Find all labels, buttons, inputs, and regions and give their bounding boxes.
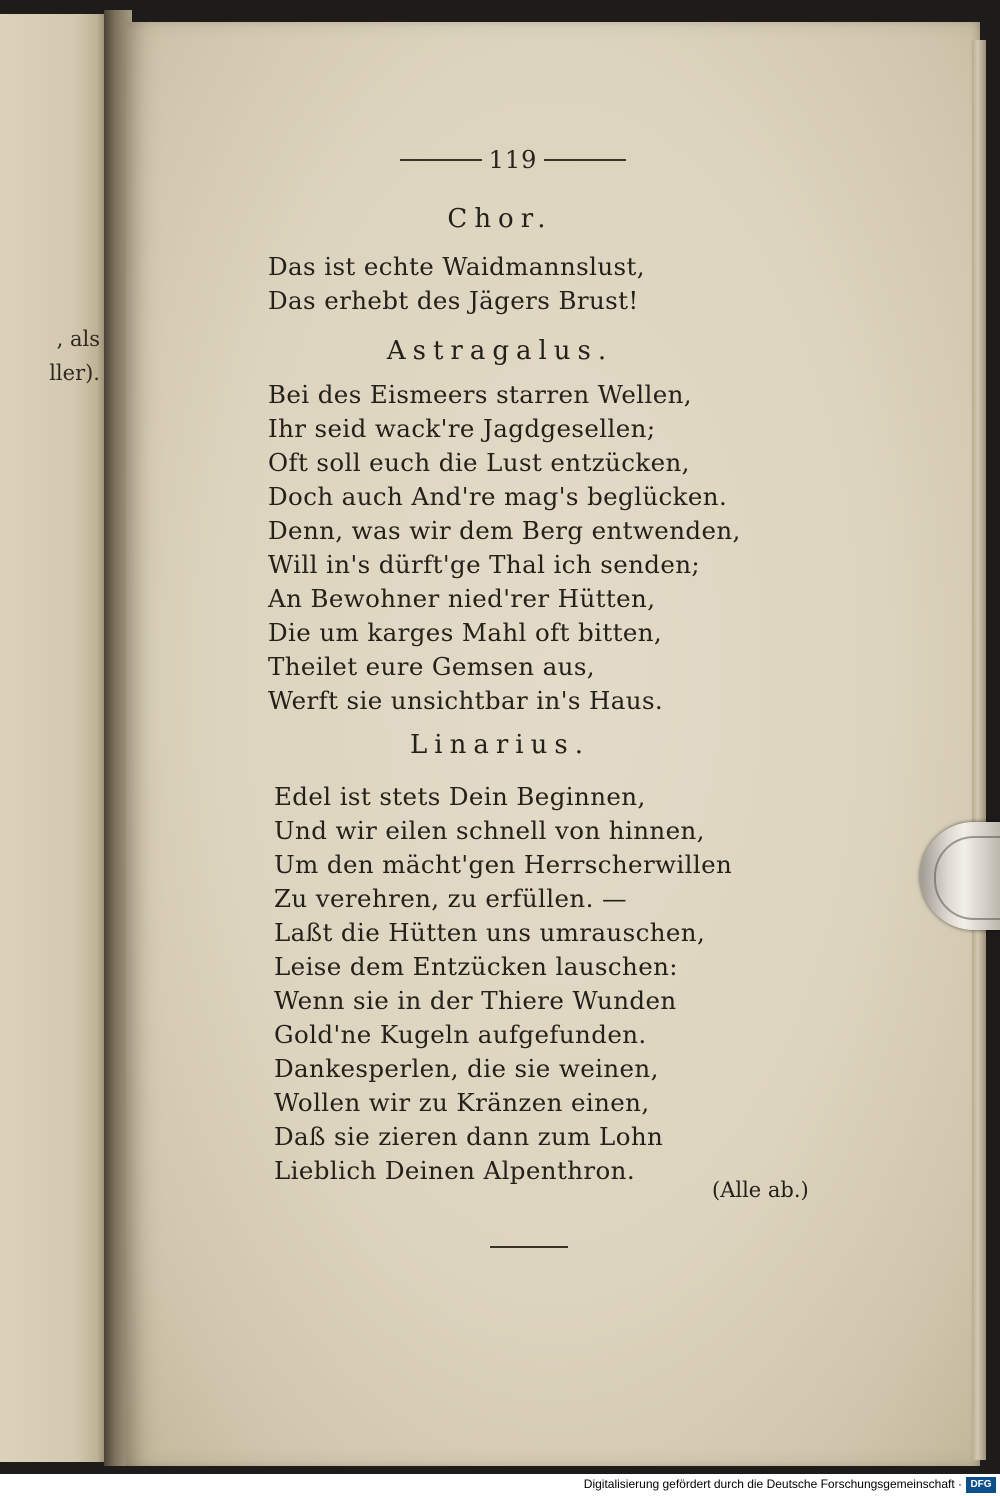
page-header bbox=[400, 140, 626, 180]
verse-line: Wollen wir zu Kränzen einen, bbox=[274, 1088, 650, 1117]
verse-block-linarius bbox=[274, 780, 732, 1188]
verse-line: Werft sie unsichtbar in's Haus. bbox=[268, 686, 664, 715]
header-rule-left bbox=[400, 159, 482, 161]
page-number: 119 bbox=[488, 146, 538, 174]
verse-line: Will in's dürft'ge Thal ich senden; bbox=[268, 550, 701, 579]
footer-bar bbox=[0, 1474, 1000, 1496]
verse-line: Daß sie zieren dann zum Lohn bbox=[274, 1122, 664, 1151]
speaker-heading: Linarius. bbox=[410, 730, 590, 760]
speaker-heading: Astragalus. bbox=[386, 336, 614, 366]
verse-block-chor bbox=[268, 250, 645, 318]
verse-line: Denn, was wir dem Berg entwenden, bbox=[268, 516, 741, 545]
verse-line: Das erhebt des Jägers Brust! bbox=[268, 286, 639, 315]
verse-line: Die um karges Mahl oft bitten, bbox=[268, 618, 663, 647]
verse-line: Laßt die Hütten uns umrauschen, bbox=[274, 918, 706, 947]
verse-line: Oft soll euch die Lust entzücken, bbox=[268, 448, 690, 477]
left-page bbox=[0, 14, 108, 1462]
stage-direction: (Alle ab.) bbox=[712, 1178, 809, 1202]
verse-line: Zu verehren, zu erfüllen. — bbox=[274, 884, 627, 913]
speaker-heading: Chor. bbox=[447, 204, 553, 234]
verse-line: Theilet eure Gemsen aus, bbox=[268, 652, 595, 681]
verse-block-astragalus bbox=[268, 378, 741, 718]
verse-line: Das ist echte Waidmannslust, bbox=[268, 252, 645, 281]
header-rule-right bbox=[544, 159, 626, 161]
left-page-fragment bbox=[0, 322, 100, 390]
verse-line: Doch auch And're mag's beglücken. bbox=[268, 482, 728, 511]
verse-line: Bei des Eismeers starren Wellen, bbox=[268, 380, 693, 409]
footer-credit: Digitalisierung gefördert durch die Deutsche Forschungsgemeinschaft · bbox=[583, 1477, 962, 1491]
end-rule bbox=[490, 1246, 568, 1248]
page-edge bbox=[972, 40, 986, 1460]
dfg-logo: DFG bbox=[966, 1477, 996, 1493]
verse-line: An Bewohner nied'rer Hütten, bbox=[268, 584, 656, 613]
left-fragment-line: , als bbox=[56, 327, 100, 351]
verse-line: Wenn sie in der Thiere Wunden bbox=[274, 986, 677, 1015]
verse-line: Und wir eilen schnell von hinnen, bbox=[274, 816, 705, 845]
verse-line: Lieblich Deinen Alpenthron. bbox=[274, 1156, 636, 1185]
verse-line: Edel ist stets Dein Beginnen, bbox=[274, 782, 646, 811]
verse-line: Dankesperlen, die sie weinen, bbox=[274, 1054, 659, 1083]
verse-line: Ihr seid wack're Jagdgesellen; bbox=[268, 414, 656, 443]
left-fragment-line: ller). bbox=[49, 361, 100, 385]
verse-line: Leise dem Entzücken lauschen: bbox=[274, 952, 678, 981]
verse-line: Gold'ne Kugeln aufgefunden. bbox=[274, 1020, 647, 1049]
verse-line: Um den mächt'gen Herrscherwillen bbox=[274, 850, 733, 879]
